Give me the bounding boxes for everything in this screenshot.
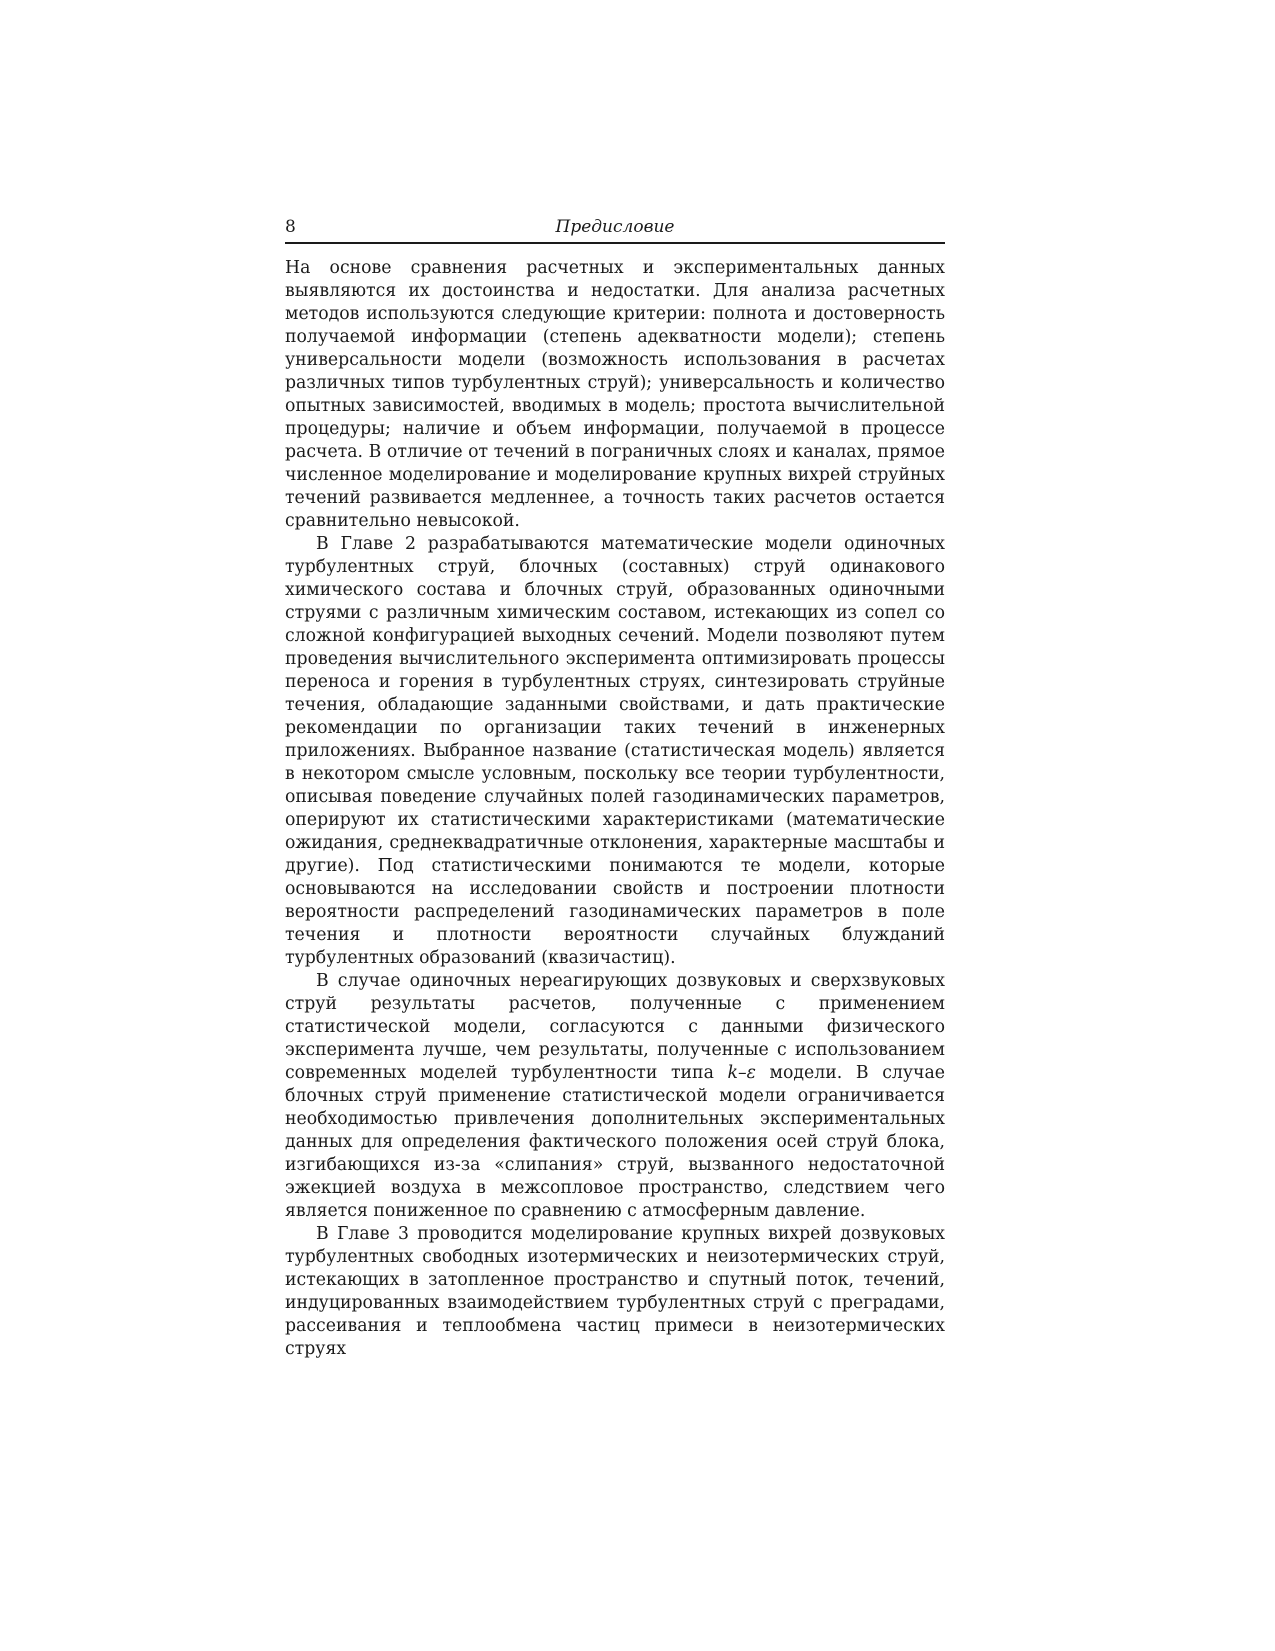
section-title: Предисловие <box>555 217 675 237</box>
paragraph-4: В Главе 3 проводится моделирование крупных вихрей дозвуковых турбулентных свободных изотермических и неизотермических струй, истекающих в затопленное пространство и спутный поток, течений, индуцированных взаимодействием турбулентных струй с преградами, рассеивания и теплообмена частиц примеси в неизотермических струях <box>285 1224 945 1359</box>
running-head <box>285 216 945 244</box>
paragraph-3-text-after: модели. В случае блочных струй применение статистической модели ограничивается необходимостью привлечения дополнительных экспериментальных данных для определения фактического положения осей струй блока, изгибающихся из-за «слипания» струй, вызванного недостаточной эжекцией воздуха в межсопловое пространство, следствием чего является пониженное по сравнению с атмосферным давление. <box>285 1063 945 1221</box>
paragraph-3 <box>285 970 945 1223</box>
paragraph-2: В Главе 2 разрабатываются математические модели одиночных турбулентных струй, блочных (составных) струй одинакового химического состава и блочных струй, образованных одиночными струями с различным химическим составом, истекающих из сопел со сложной конфигурацией выходных сечений. Модели позволяют путем проведения вычислительного эксперимента оптимизировать процессы переноса и горения в турбулентных струях, синтезировать струйные течения, обладающие заданными свойствами, и дать практические рекомендации по организации таких течений в инженерных приложениях. Выбранное название (статистическая модель) является в некотором смысле условным, поскольку все теории турбулентности, описывая поведение случайных полей газодинамических параметров, оперируют их статистическими характеристиками (математические ожидания, среднеквадратичные отклонения, характерные масштабы и другие). Под статистическими понимаются те модели, которые основываются на исследовании свойств и построении плотности вероятности распределений газодинамических параметров в поле течения и плотности вероятности случайных блужданий турбулентных образований (квазичастиц). <box>285 534 945 968</box>
k-epsilon-formula: k–ε <box>727 1063 756 1083</box>
paragraph-1: На основе сравнения расчетных и экспериментальных данных выявляются их достоинства и недостатки. Для анализа расчетных методов используются следующие критерии: полнота и достоверность получаемой информации (степень адекватности модели); степень универсальности модели (возможность использования в расчетах различных типов турбулентных струй); универсальность и количество опытных зависимостей, вводимых в модель; простота вычислительной процедуры; наличие и объем информации, получаемой в процессе расчета. В отличие от течений в пограничных слоях и каналах, прямое численное моделирование и моделирование крупных вихрей струйных течений развивается медленнее, а точность таких расчетов остается сравнительно невысокой. <box>285 258 945 531</box>
book-page <box>285 216 945 1361</box>
body-text <box>285 257 945 1361</box>
page-number: 8 <box>285 217 296 237</box>
paragraph-3-text-before: В случае одиночных нереагирующих дозвуковых и сверхзвуковых струй результаты расчетов, полученные с применением статистической модели, согласуются с данными физического эксперимента лучше, чем результаты, полученные с использованием современных моделей турбулентности типа <box>285 971 945 1083</box>
